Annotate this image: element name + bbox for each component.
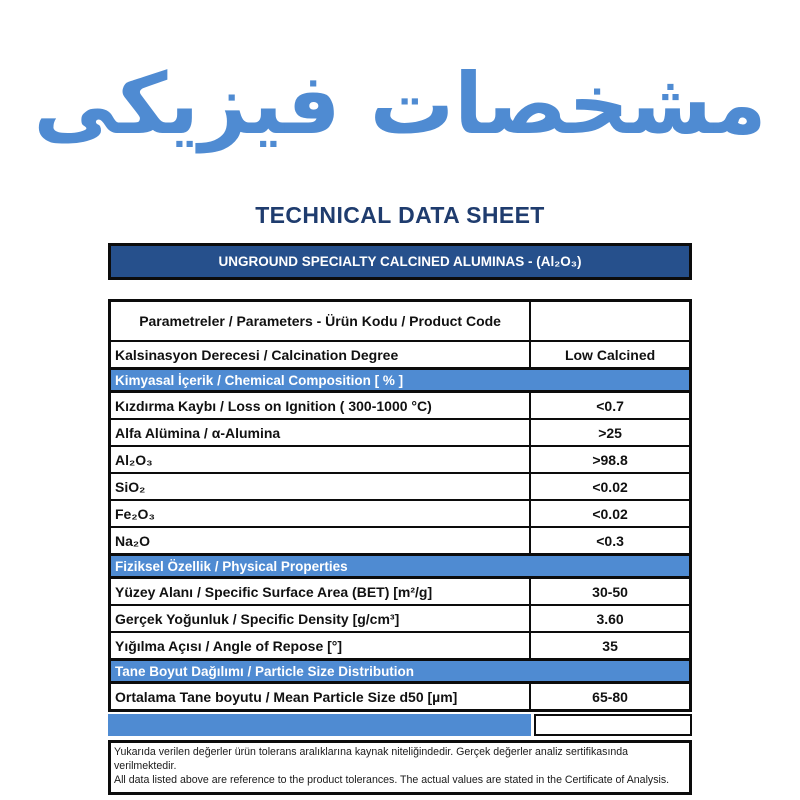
product-banner: UNGROUND SPECIALTY CALCINED ALUMINAS - (Al₂O₃) [108, 243, 692, 280]
row-label: Al₂O₃ [110, 446, 531, 473]
row-label: Ortalama Tane boyutu / Mean Particle Size d50 [µm] [110, 683, 531, 711]
table-row [110, 500, 691, 527]
footnote-box [108, 740, 692, 795]
row-value: Low Calcined [530, 341, 690, 369]
row-label: Kızdırma Kaybı / Loss on Ignition ( 300-1000 °C) [110, 392, 531, 420]
row-value: <0.02 [530, 473, 690, 500]
footnote-line-english: All data listed above are reference to the product tolerances. The actual values are stated in the Certificate of Analysis. [114, 773, 670, 786]
row-value: >25 [530, 419, 690, 446]
row-label: Yüzey Alanı / Specific Surface Area (BET) [m²/g] [110, 578, 531, 606]
row-label: Na₂O [110, 527, 531, 555]
table-row [110, 605, 691, 632]
product-code-cell [530, 301, 690, 342]
row-label: Fe₂O₃ [110, 500, 531, 527]
row-value: <0.02 [530, 500, 690, 527]
empty-white-cell [534, 714, 692, 736]
row-value: <0.3 [530, 527, 690, 555]
row-label: Kalsinasyon Derecesi / Calcination Degree [110, 341, 531, 369]
parameters-header-cell: Parametreler / Parameters - Ürün Kodu / Product Code [110, 301, 531, 342]
row-label: SiO₂ [110, 473, 531, 500]
row-value: 65-80 [530, 683, 690, 711]
section-row-chemical-composition [110, 369, 691, 392]
row-value: 30-50 [530, 578, 690, 606]
table-row [110, 683, 691, 711]
section-row-particle-size-distribution [110, 660, 691, 683]
technical-data-sheet-heading: TECHNICAL DATA SHEET [255, 202, 545, 228]
table-row [110, 527, 691, 555]
section-label: Kimyasal İçerik / Chemical Composition [ % ] [110, 369, 691, 392]
table-row [110, 419, 691, 446]
table-row [110, 632, 691, 660]
row-label: Alfa Alümina / α-Alumina [110, 419, 531, 446]
footnote-line-turkish: Yukarıda verilen değerler ürün tolerans aralıklarına kaynak niteliğindedir. Gerçek değerler analiz sertifikasında verilmektedir. [114, 746, 629, 772]
table-row [110, 392, 691, 420]
section-label: Tane Boyut Dağılımı / Particle Size Distribution [110, 660, 691, 683]
page-title-persian: مشخصات فیزیکی [33, 55, 767, 153]
row-label: Yığılma Açısı / Angle of Repose [°] [110, 632, 531, 660]
empty-blue-cell [108, 714, 531, 736]
row-value: 3.60 [530, 605, 690, 632]
specification-table [108, 299, 692, 712]
row-value: >98.8 [530, 446, 690, 473]
datasheet-page [0, 28, 800, 800]
table-row [110, 341, 691, 369]
row-value: 35 [530, 632, 690, 660]
empty-blue-row [108, 714, 692, 736]
row-label: Gerçek Yoğunluk / Specific Density [g/cm³] [110, 605, 531, 632]
section-row-physical-properties [110, 555, 691, 578]
table-row [110, 578, 691, 606]
table-header-row [110, 301, 691, 342]
section-label: Fiziksel Özellik / Physical Properties [110, 555, 691, 578]
row-value: <0.7 [530, 392, 690, 420]
table-row [110, 473, 691, 500]
table-row [110, 446, 691, 473]
